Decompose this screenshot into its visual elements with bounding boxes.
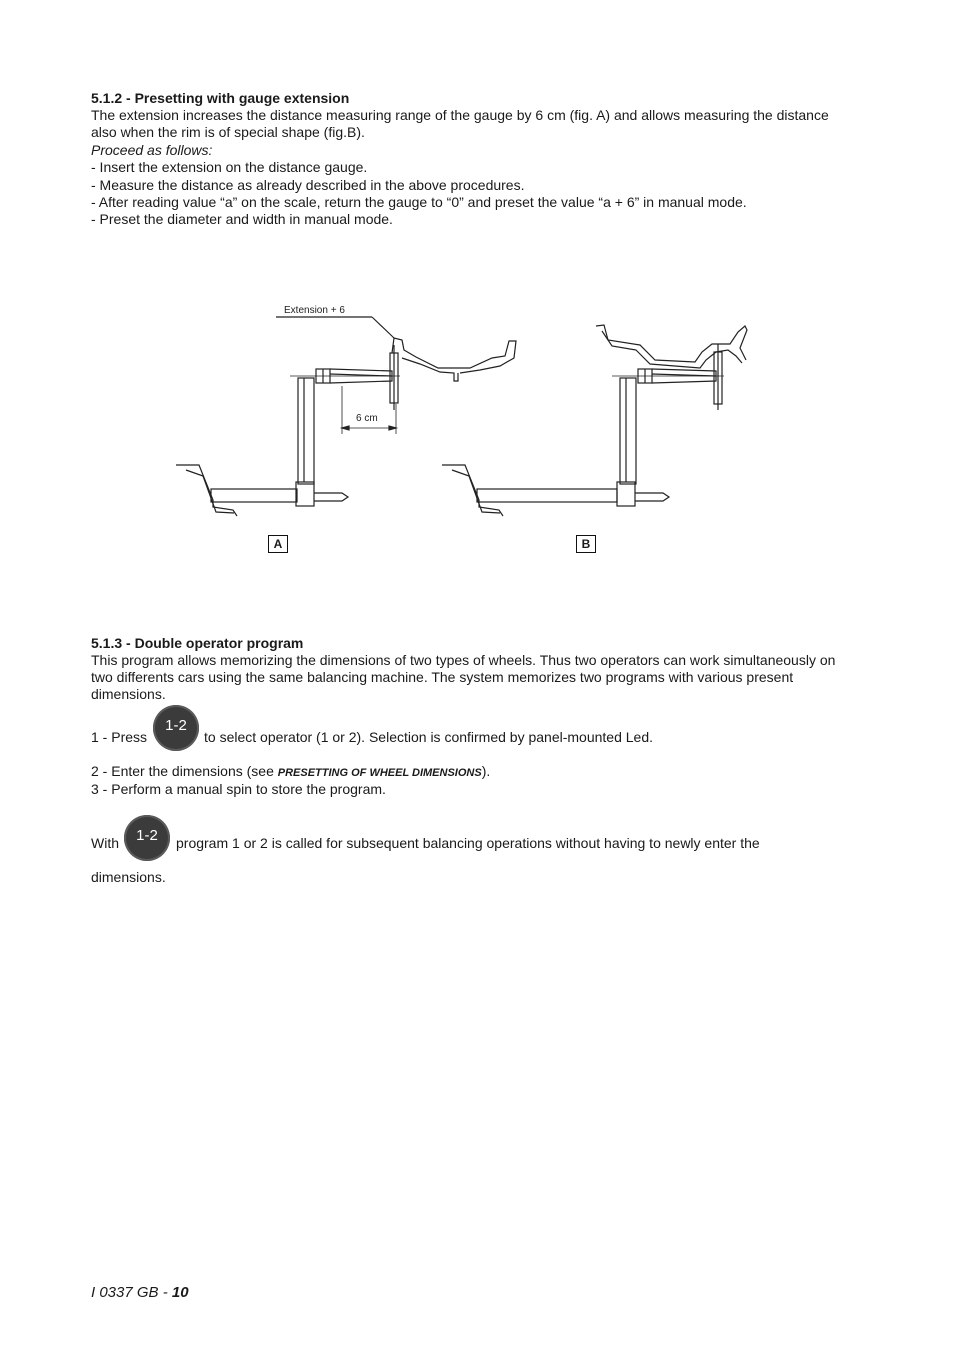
dimension-label: 6 cm — [356, 413, 378, 424]
section-heading-double-operator: 5.1.3 - Double operator program — [91, 635, 304, 651]
step3-text: 3 - Perform a manual spin to store the program. — [91, 781, 386, 797]
step-item: - Measure the distance as already described in the above procedures. — [91, 177, 525, 193]
with-text-before: With — [91, 835, 119, 851]
figure-label-a: A — [268, 535, 288, 553]
proceed-label: Proceed as follows: — [91, 142, 213, 158]
gauge-extension-figure — [0, 290, 954, 570]
operator-button-label: 1-2 — [165, 717, 187, 734]
section-paragraph: The extension increases the distance measuring range of the gauge by 6 cm (fig. A) and allows measuring the distance also when the rim is of special shape (fig.B). — [91, 107, 829, 140]
step2-text-before: 2 - Enter the dimensions (see — [91, 763, 278, 779]
step2-text — [91, 763, 490, 782]
section-paragraph: This program allows memorizing the dimensions of two types of wheels. Thus two operators can work simultaneously on two differents cars using the same balancing machine. The system memorizes two programs with various present dimensions. — [91, 652, 836, 702]
section-heading-gauge-extension: 5.1.2 - Presetting with gauge extension — [91, 90, 350, 106]
step-item: - After reading value “a” on the scale, return the gauge to “0” and preset the value “a + 6” in manual mode. — [91, 194, 747, 210]
operator-1-2-button[interactable] — [153, 705, 199, 751]
step-item: - Preset the diameter and width in manual mode. — [91, 211, 393, 227]
figure-label-b: B — [576, 535, 596, 553]
step1-text-before: 1 - Press — [91, 729, 148, 745]
step1-text-after: to select operator (1 or 2). Selection is confirmed by panel-mounted Led. — [204, 729, 654, 745]
page-footer — [91, 1284, 189, 1301]
operator-1-2-button[interactable] — [124, 815, 170, 861]
footer-doc-code: I 0337 GB - — [91, 1284, 172, 1301]
with-text-after: program 1 or 2 is called for subsequent balancing operations without having to newly enter the — [176, 835, 760, 851]
with-text-end: dimensions. — [91, 869, 166, 885]
step2-text-after: ). — [481, 763, 491, 779]
extension-label: Extension + 6 — [284, 305, 345, 316]
step-item: - Insert the extension on the distance gauge. — [91, 159, 368, 175]
footer-page-number: 10 — [171, 1284, 189, 1301]
operator-button-label: 1-2 — [136, 827, 158, 844]
step2-reference: PRESETTING OF WHEEL DIMENSIONS — [277, 767, 482, 779]
